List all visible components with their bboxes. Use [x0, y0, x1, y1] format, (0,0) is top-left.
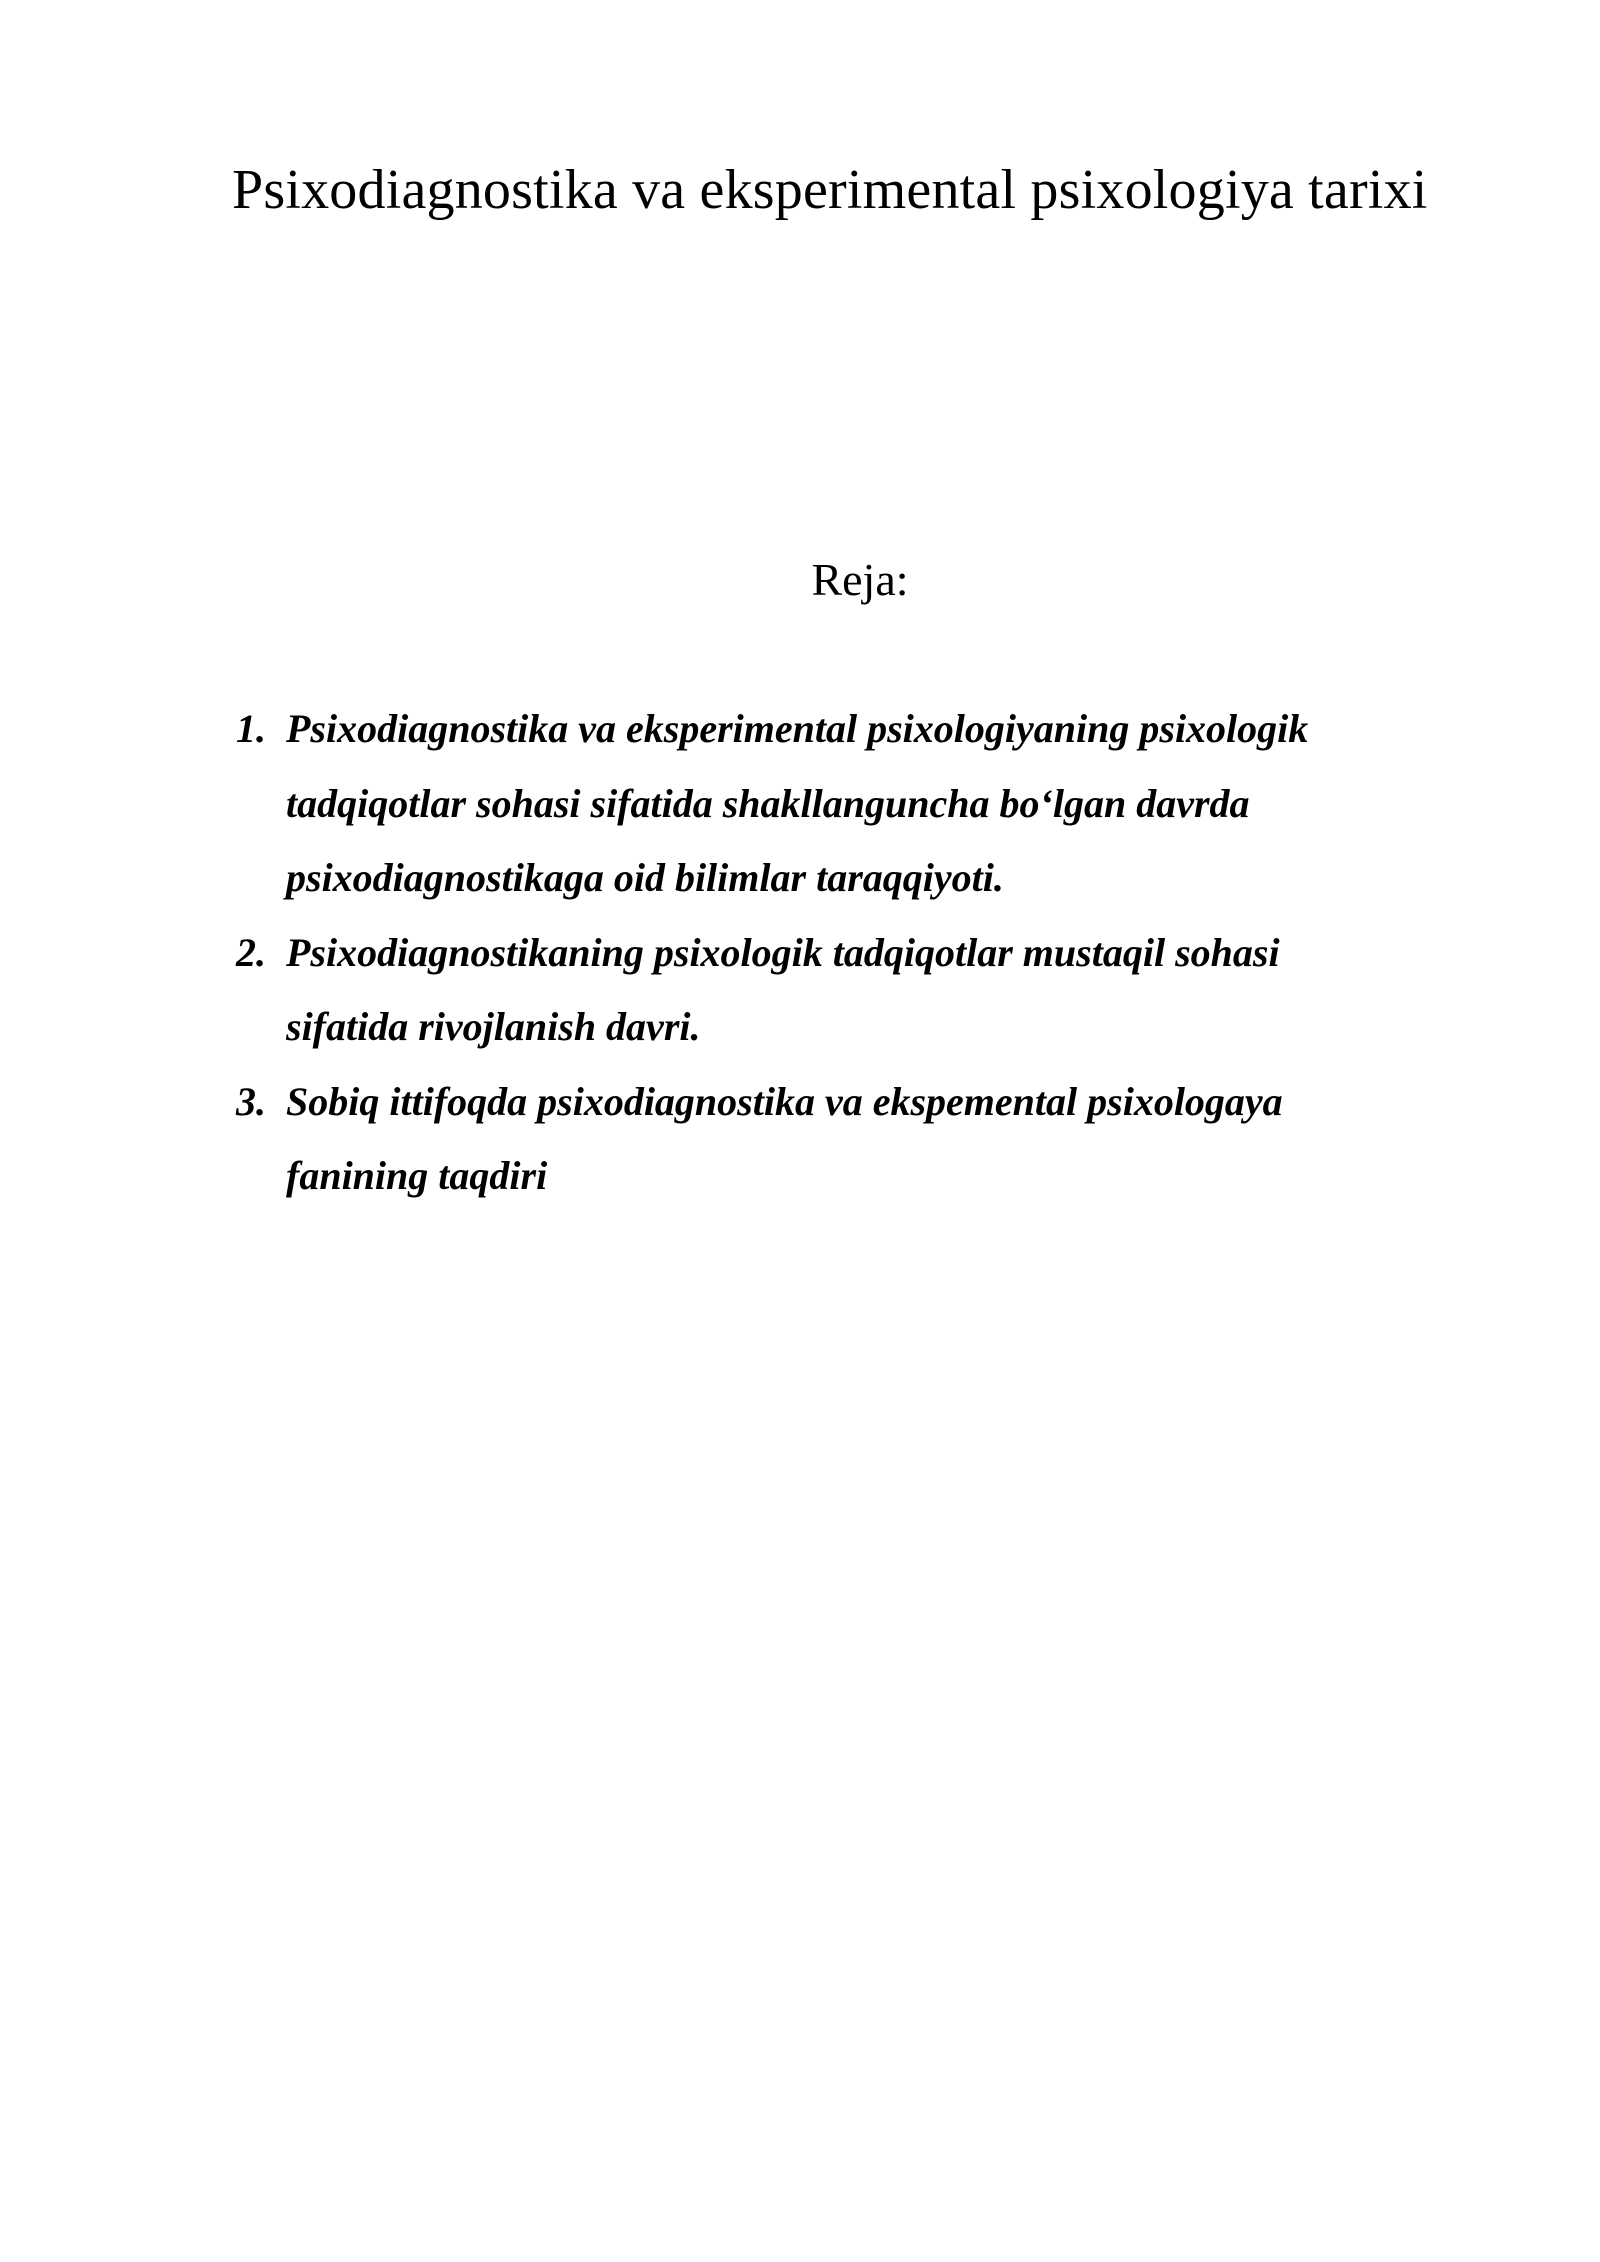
plan-item-1	[236, 692, 1436, 916]
plan-item-text	[286, 692, 1436, 916]
plan-item-text	[286, 916, 1436, 1065]
document-title: Psixodiagnostika va eksperimental psixologiya tarixi	[232, 159, 1428, 221]
plan-item-line: fanining taqdiri	[286, 1153, 548, 1198]
plan-item-2	[236, 916, 1436, 1065]
plan-list	[236, 692, 1436, 1214]
plan-item-line: Psixodiagnostikaning psixologik tadqiqotlar mustaqil sohasi	[286, 929, 1280, 975]
plan-item-line: tadqiqotlar sohasi sifatida shakllanguncha bo‘lgan davrda	[286, 780, 1250, 826]
plan-item-3	[236, 1065, 1436, 1214]
plan-item-line: Sobiq ittifoqda psixodiagnostika va ekspemental psixologaya	[286, 1078, 1283, 1124]
plan-item-number: 2.	[236, 929, 266, 975]
plan-item-text	[286, 1065, 1436, 1214]
plan-heading: Reja:	[811, 554, 909, 605]
plan-item-number: 3.	[236, 1078, 266, 1124]
plan-item-line: Psixodiagnostika va eksperimental psixologiyaning psixologik	[286, 706, 1309, 751]
plan-item-line: psixodiagnostikaga oid bilimlar taraqqiyoti.	[286, 855, 1004, 900]
plan-item-line: sifatida rivojlanish davri.	[286, 1004, 701, 1049]
plan-item-number: 1.	[236, 706, 266, 751]
